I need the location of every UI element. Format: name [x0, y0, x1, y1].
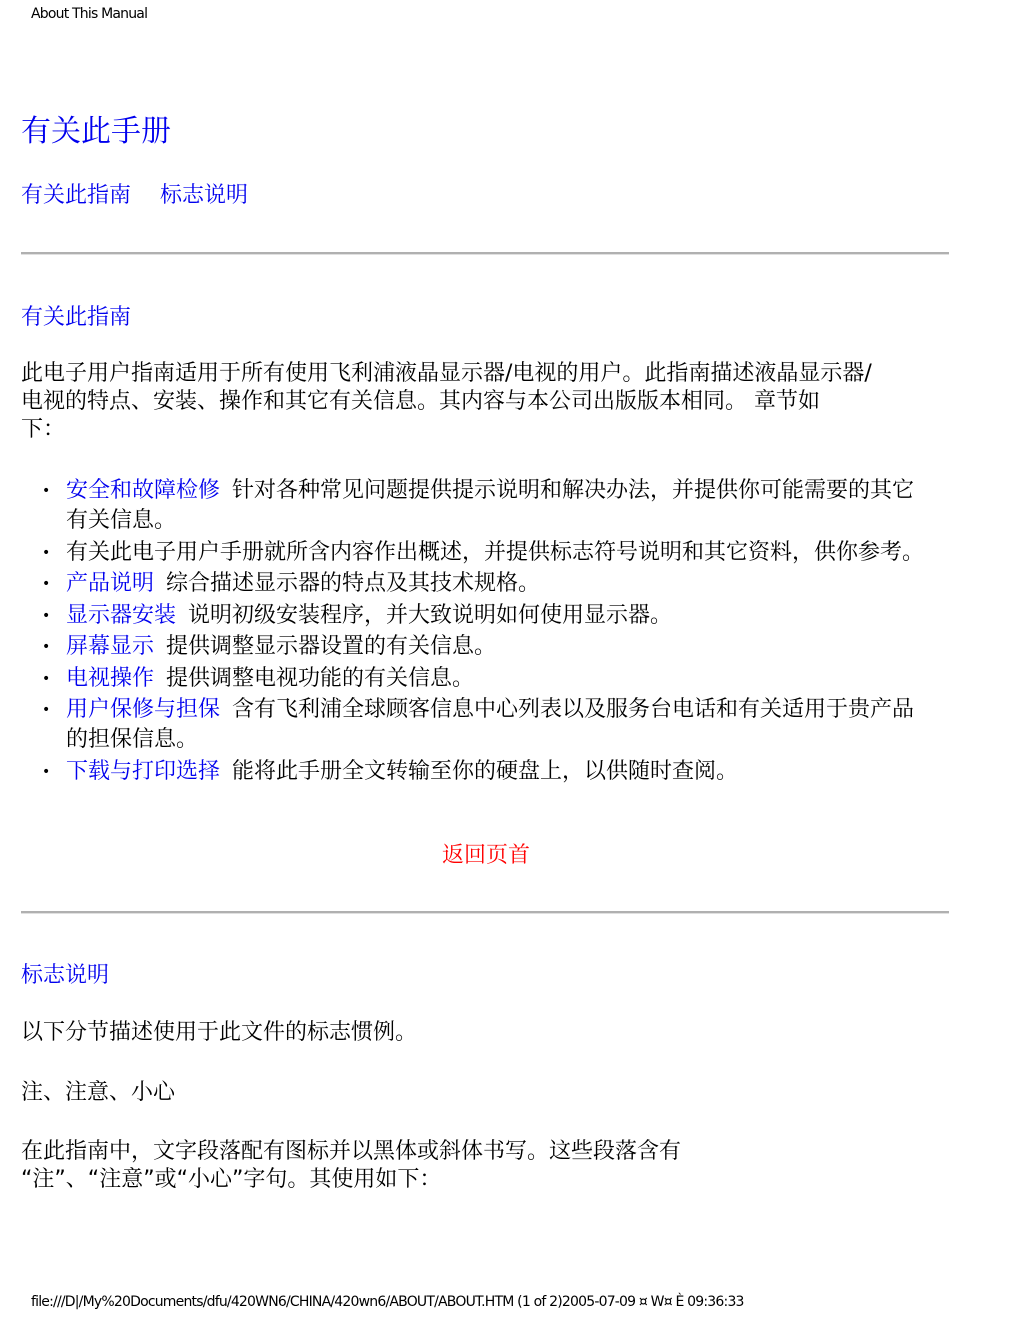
- list-item: [66, 757, 936, 787]
- section1-intro: [21, 360, 941, 444]
- item-description: 含有飞利浦全球顾客信息中心列表以及服务台电话和有关适用于贵产品的担保信息。: [66, 697, 915, 752]
- back-to-top-link[interactable]: 返回页首: [442, 843, 531, 868]
- intro-line: 下：: [21, 417, 66, 442]
- body-line: “注”、“注意”或“小心”字句。其使用如下：: [21, 1167, 442, 1192]
- list-item: [66, 632, 936, 662]
- item-description: 有关此电子用户手册就所含内容作出概述，并提供标志符号说明和其它资料，供你参考。: [66, 539, 925, 565]
- divider: [21, 252, 949, 255]
- link-warranty[interactable]: 用户保修与担保: [66, 697, 221, 722]
- list-item: [66, 695, 936, 755]
- link-product-info[interactable]: 产品说明: [66, 571, 155, 596]
- page-header: About This Manual: [31, 6, 148, 22]
- intro-line: 电视的特点、安装、操作和其它有关信息。其内容与本公司出版版本相同。 章节如: [21, 389, 820, 414]
- intro-line: 此电子用户指南适用于所有使用飞利浦液晶显示器/电视的用户。此指南描述液晶显示器/: [21, 361, 872, 386]
- section-title-notation: 标志说明: [21, 963, 110, 988]
- link-tv-operation[interactable]: 电视操作: [66, 665, 155, 691]
- page-footer: file:///D|/My%20Documents/dfu/420WN6/CHINA/420wn6/ABOUT/ABOUT.HTM (1 of 2)2005-07-09 ¤ W¤ È 09:36:33: [31, 1294, 744, 1310]
- body-line: 在此指南中，文字段落配有图标并以黑体或斜体书写。这些段落含有: [21, 1139, 682, 1164]
- item-description: 说明初级安装程序，并大致说明如何使用显示器。: [188, 602, 673, 628]
- section2-intro: 以下分节描述使用于此文件的标志惯例。: [21, 1020, 418, 1045]
- section2-body: [21, 1138, 941, 1194]
- toc-link-about-guide[interactable]: 有关此指南: [21, 183, 132, 208]
- list-item: [66, 538, 936, 568]
- item-description: 综合描述显示器的特点及其技术规格。: [166, 571, 541, 596]
- list-item: [66, 664, 936, 694]
- link-osd[interactable]: 屏幕显示: [66, 634, 155, 659]
- divider: [21, 911, 949, 914]
- item-description: 能将此手册全文转输至你的硬盘上，以供随时查阅。: [232, 758, 739, 784]
- section-title-about-guide: 有关此指南: [21, 305, 132, 330]
- table-of-contents: [21, 178, 270, 209]
- toc-link-notation[interactable]: 标志说明: [160, 183, 249, 208]
- link-download-print[interactable]: 下载与打印选择: [66, 758, 221, 784]
- list-item: [66, 476, 936, 536]
- item-description: 提供调整电视功能的有关信息。: [166, 665, 475, 691]
- item-description: 针对各种常见问题提供提示说明和解决办法，并提供你可能需要的其它有关信息。: [66, 478, 915, 533]
- link-safety[interactable]: 安全和故障检修: [66, 478, 221, 503]
- link-install[interactable]: 显示器安装: [66, 602, 177, 628]
- chapter-list: [66, 476, 936, 788]
- item-description: 提供调整显示器设置的有关信息。: [166, 634, 497, 659]
- list-item: [66, 569, 936, 599]
- section2-subheading: 注、注意、小心: [21, 1080, 176, 1105]
- list-item: [66, 601, 936, 631]
- page-title: 有关此手册: [21, 114, 171, 149]
